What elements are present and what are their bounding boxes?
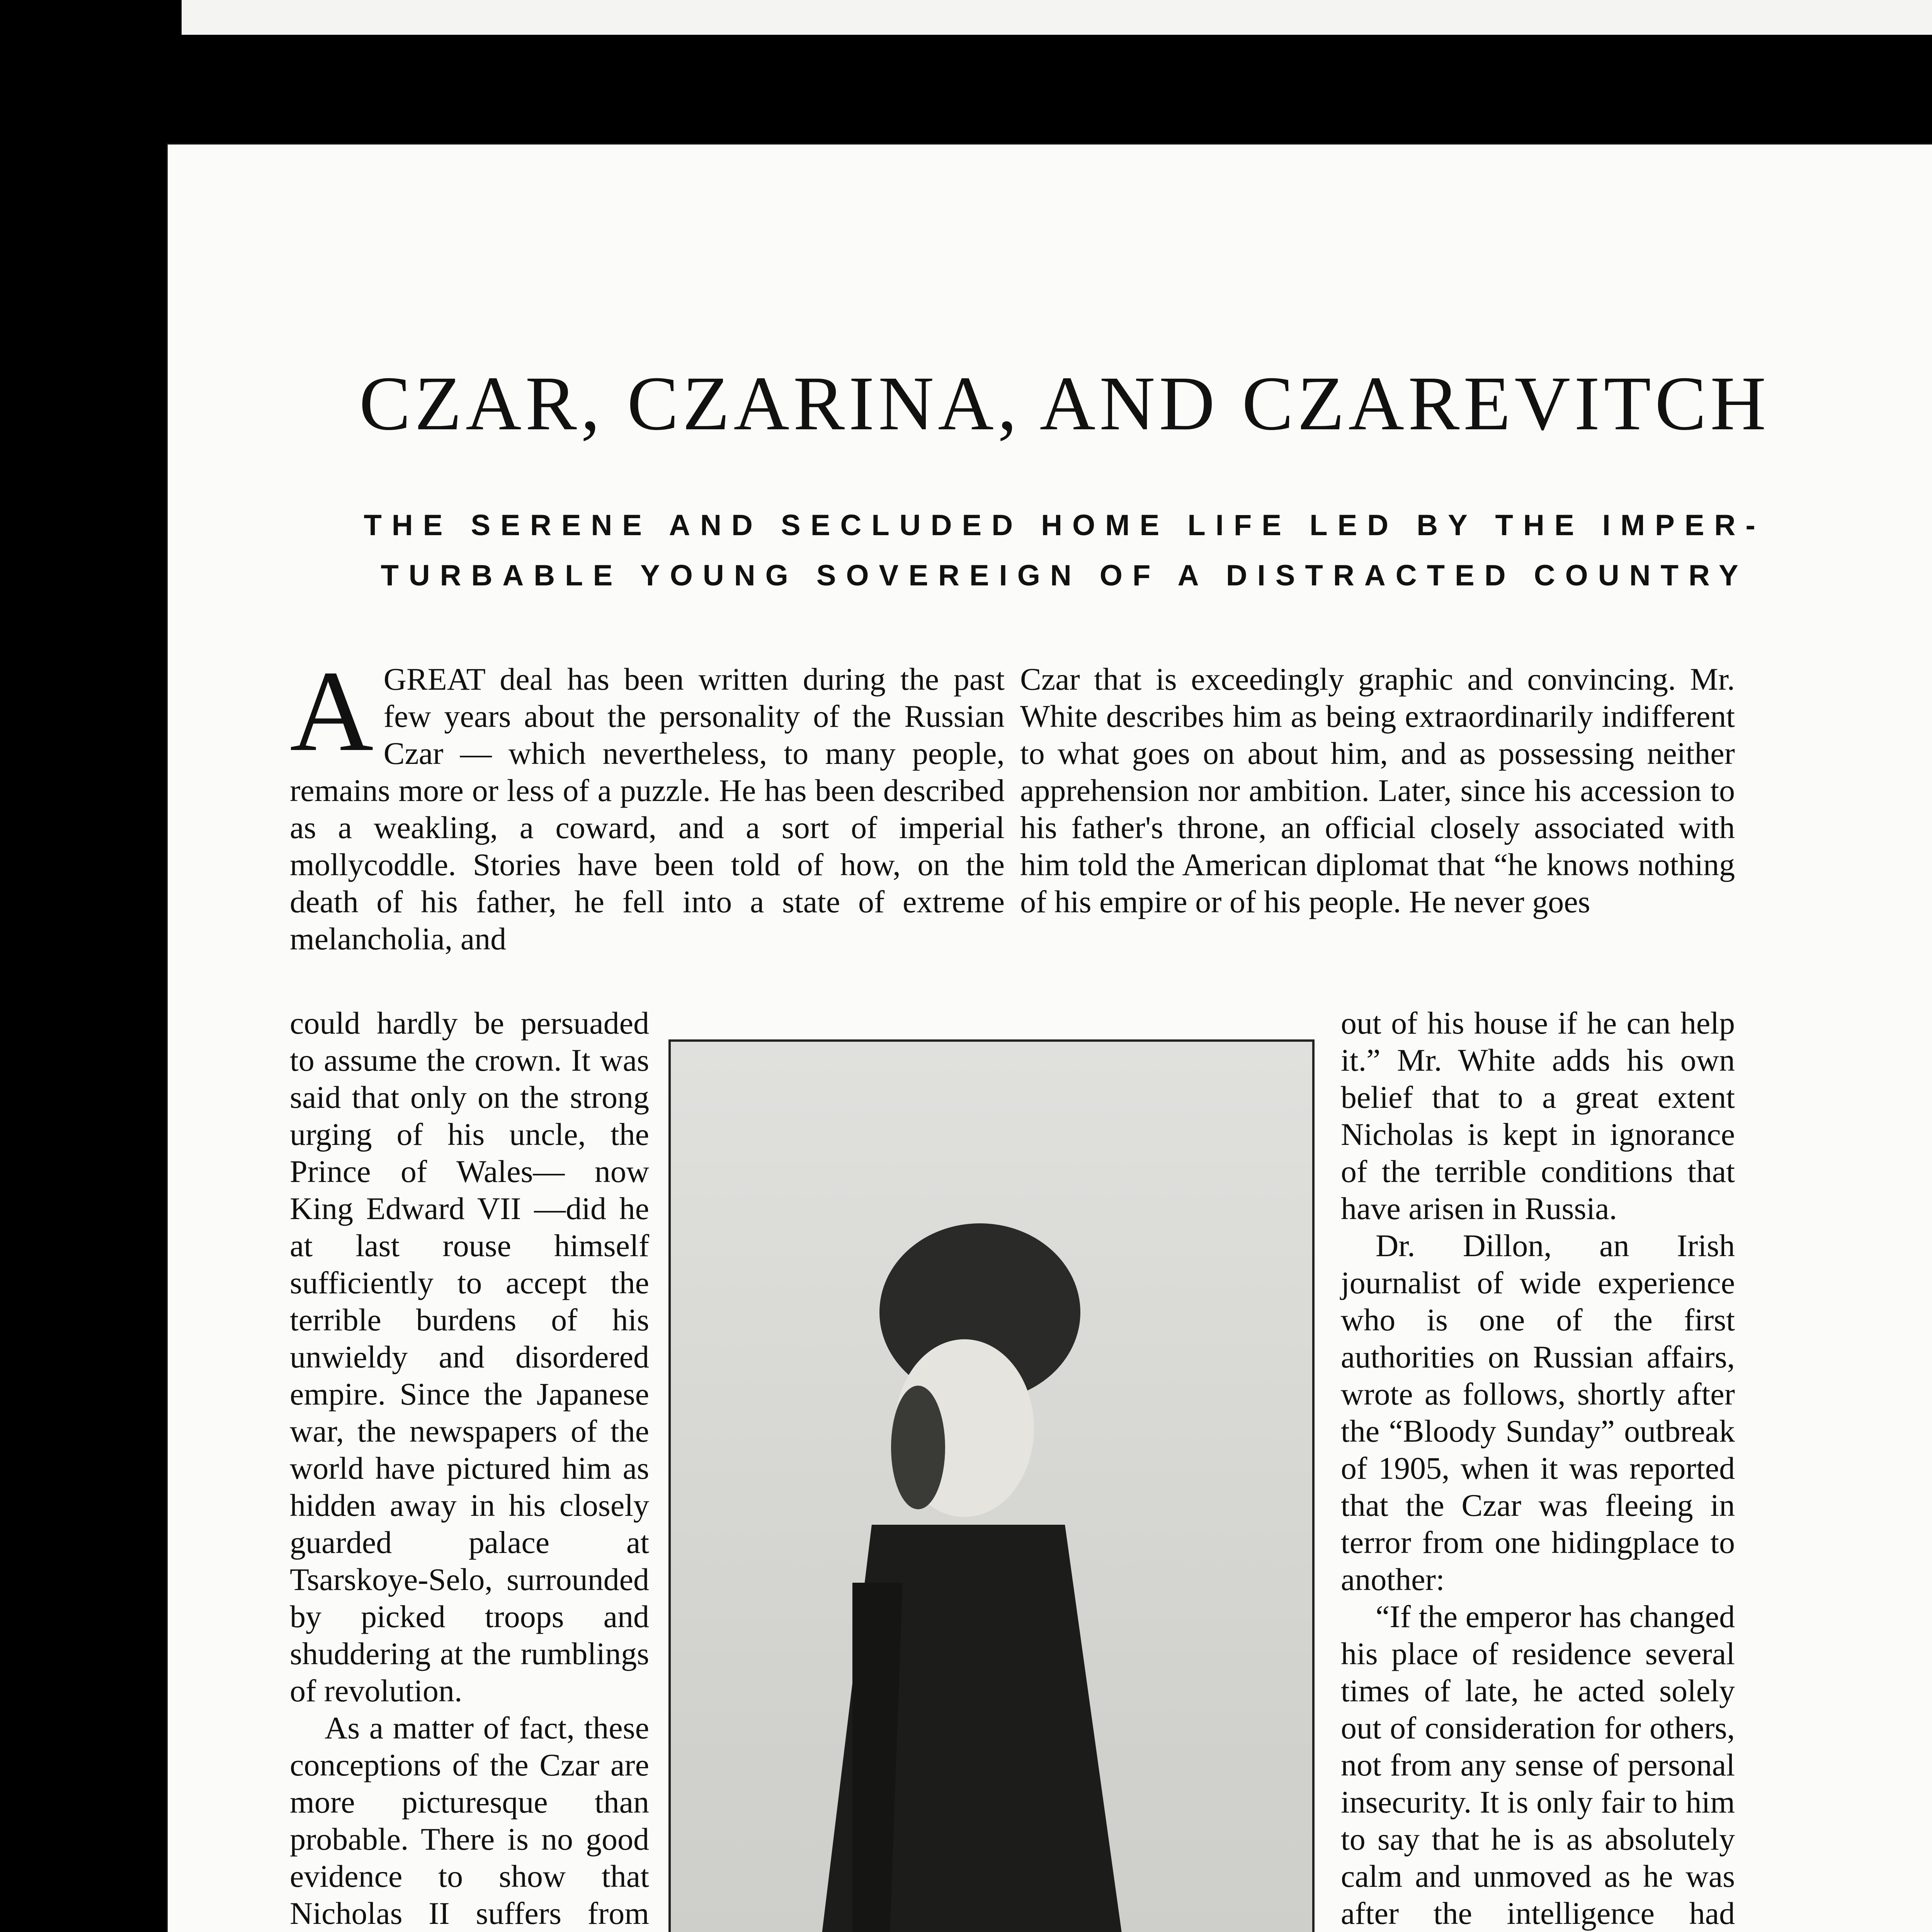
paragraph-matter-of-fact: As a matter of fact, these conceptions of the Czar are more picturesque than probable. There is no good evidence to show that Nicholas II suffers from bbox=[290, 1710, 649, 1931]
article-subtitle bbox=[282, 500, 1847, 601]
subtitle-line-2: TURBABLE YOUNG SOVEREIGN OF A DISTRACTED COUNTRY bbox=[381, 559, 1748, 592]
column-1-top bbox=[290, 647, 1005, 957]
czarevitch-photograph bbox=[668, 1039, 1315, 1932]
child-portrait-image bbox=[671, 1042, 1312, 1932]
column-2-top bbox=[1020, 661, 1735, 920]
column-1-narrow bbox=[290, 1005, 649, 1932]
subtitle-line-1: THE SERENE AND SECLUDED HOME LIFE LED BY THE IMPER- bbox=[364, 509, 1765, 542]
paragraph-crown: could hardly be persuaded to assume the crown. It was said that only on the strong urging of his uncle, the Prince of Wales— now King Edward VII —did he at last rouse himself sufficiently to accept the terrible burdens of his unwieldy and disordered empire. Since the Japanese war, the newspapers of the world have pictured him as hidden away in his closely guarded palace at Tsarskoye-Selo, surrounded by picked troops and shuddering at the rumblings of revolution. bbox=[290, 1005, 649, 1708]
magazine-page bbox=[166, 143, 1932, 1932]
paragraph-house: out of his house if he can help it.” Mr. White adds his own belief that to a great extent Nicholas is kept in ignorance of the terrible conditions that have arisen in Russia. bbox=[1341, 1005, 1735, 1226]
paragraph-dillon: Dr. Dillon, an Irish journalist of wide experience who is one of the first authorities on Russian affairs, wrote as follows, shortly after the “Bloody Sunday” outbreak of 1905, when it was reported that the Czar was fleeing in terror from one hidingplace to another: bbox=[1341, 1228, 1735, 1597]
column-3-narrow bbox=[1341, 1005, 1735, 1932]
paragraph-opening: GREAT deal has been written during the past few years about the personality of the Russian Czar — which nevertheless, to many people, remains more or less of a puzzle. He has been described as a weakling, a coward, and a sort of imperial mollycoddle. Stories have been told of how, on the death of his father, he fell into a state of extreme melancholia, and bbox=[290, 662, 1005, 956]
paragraph-quote: “If the emperor has changed his place of residence several times of late, he acted solely out of consideration for others, not from any sense of personal insecurity. It is only fair to him to say that he is as absolutely calm and unmoved as he was after the intelligence had bbox=[1341, 1599, 1735, 1931]
drop-cap: A bbox=[290, 647, 374, 775]
scan-top-edge bbox=[182, 0, 1932, 35]
paragraph-white-portrait: Czar that is exceedingly graphic and convincing. Mr. White describes him as being extraordinarily indifferent to what goes on about him, and as possessing neither apprehension nor ambition. Later, since his accession to his father's throne, an official closely associated with him told the American diplomat that “he knows nothing of his empire or of his people. He never goes bbox=[1020, 662, 1735, 919]
article-title: CZAR, CZARINA, AND CZAREVITCH bbox=[359, 361, 1770, 446]
